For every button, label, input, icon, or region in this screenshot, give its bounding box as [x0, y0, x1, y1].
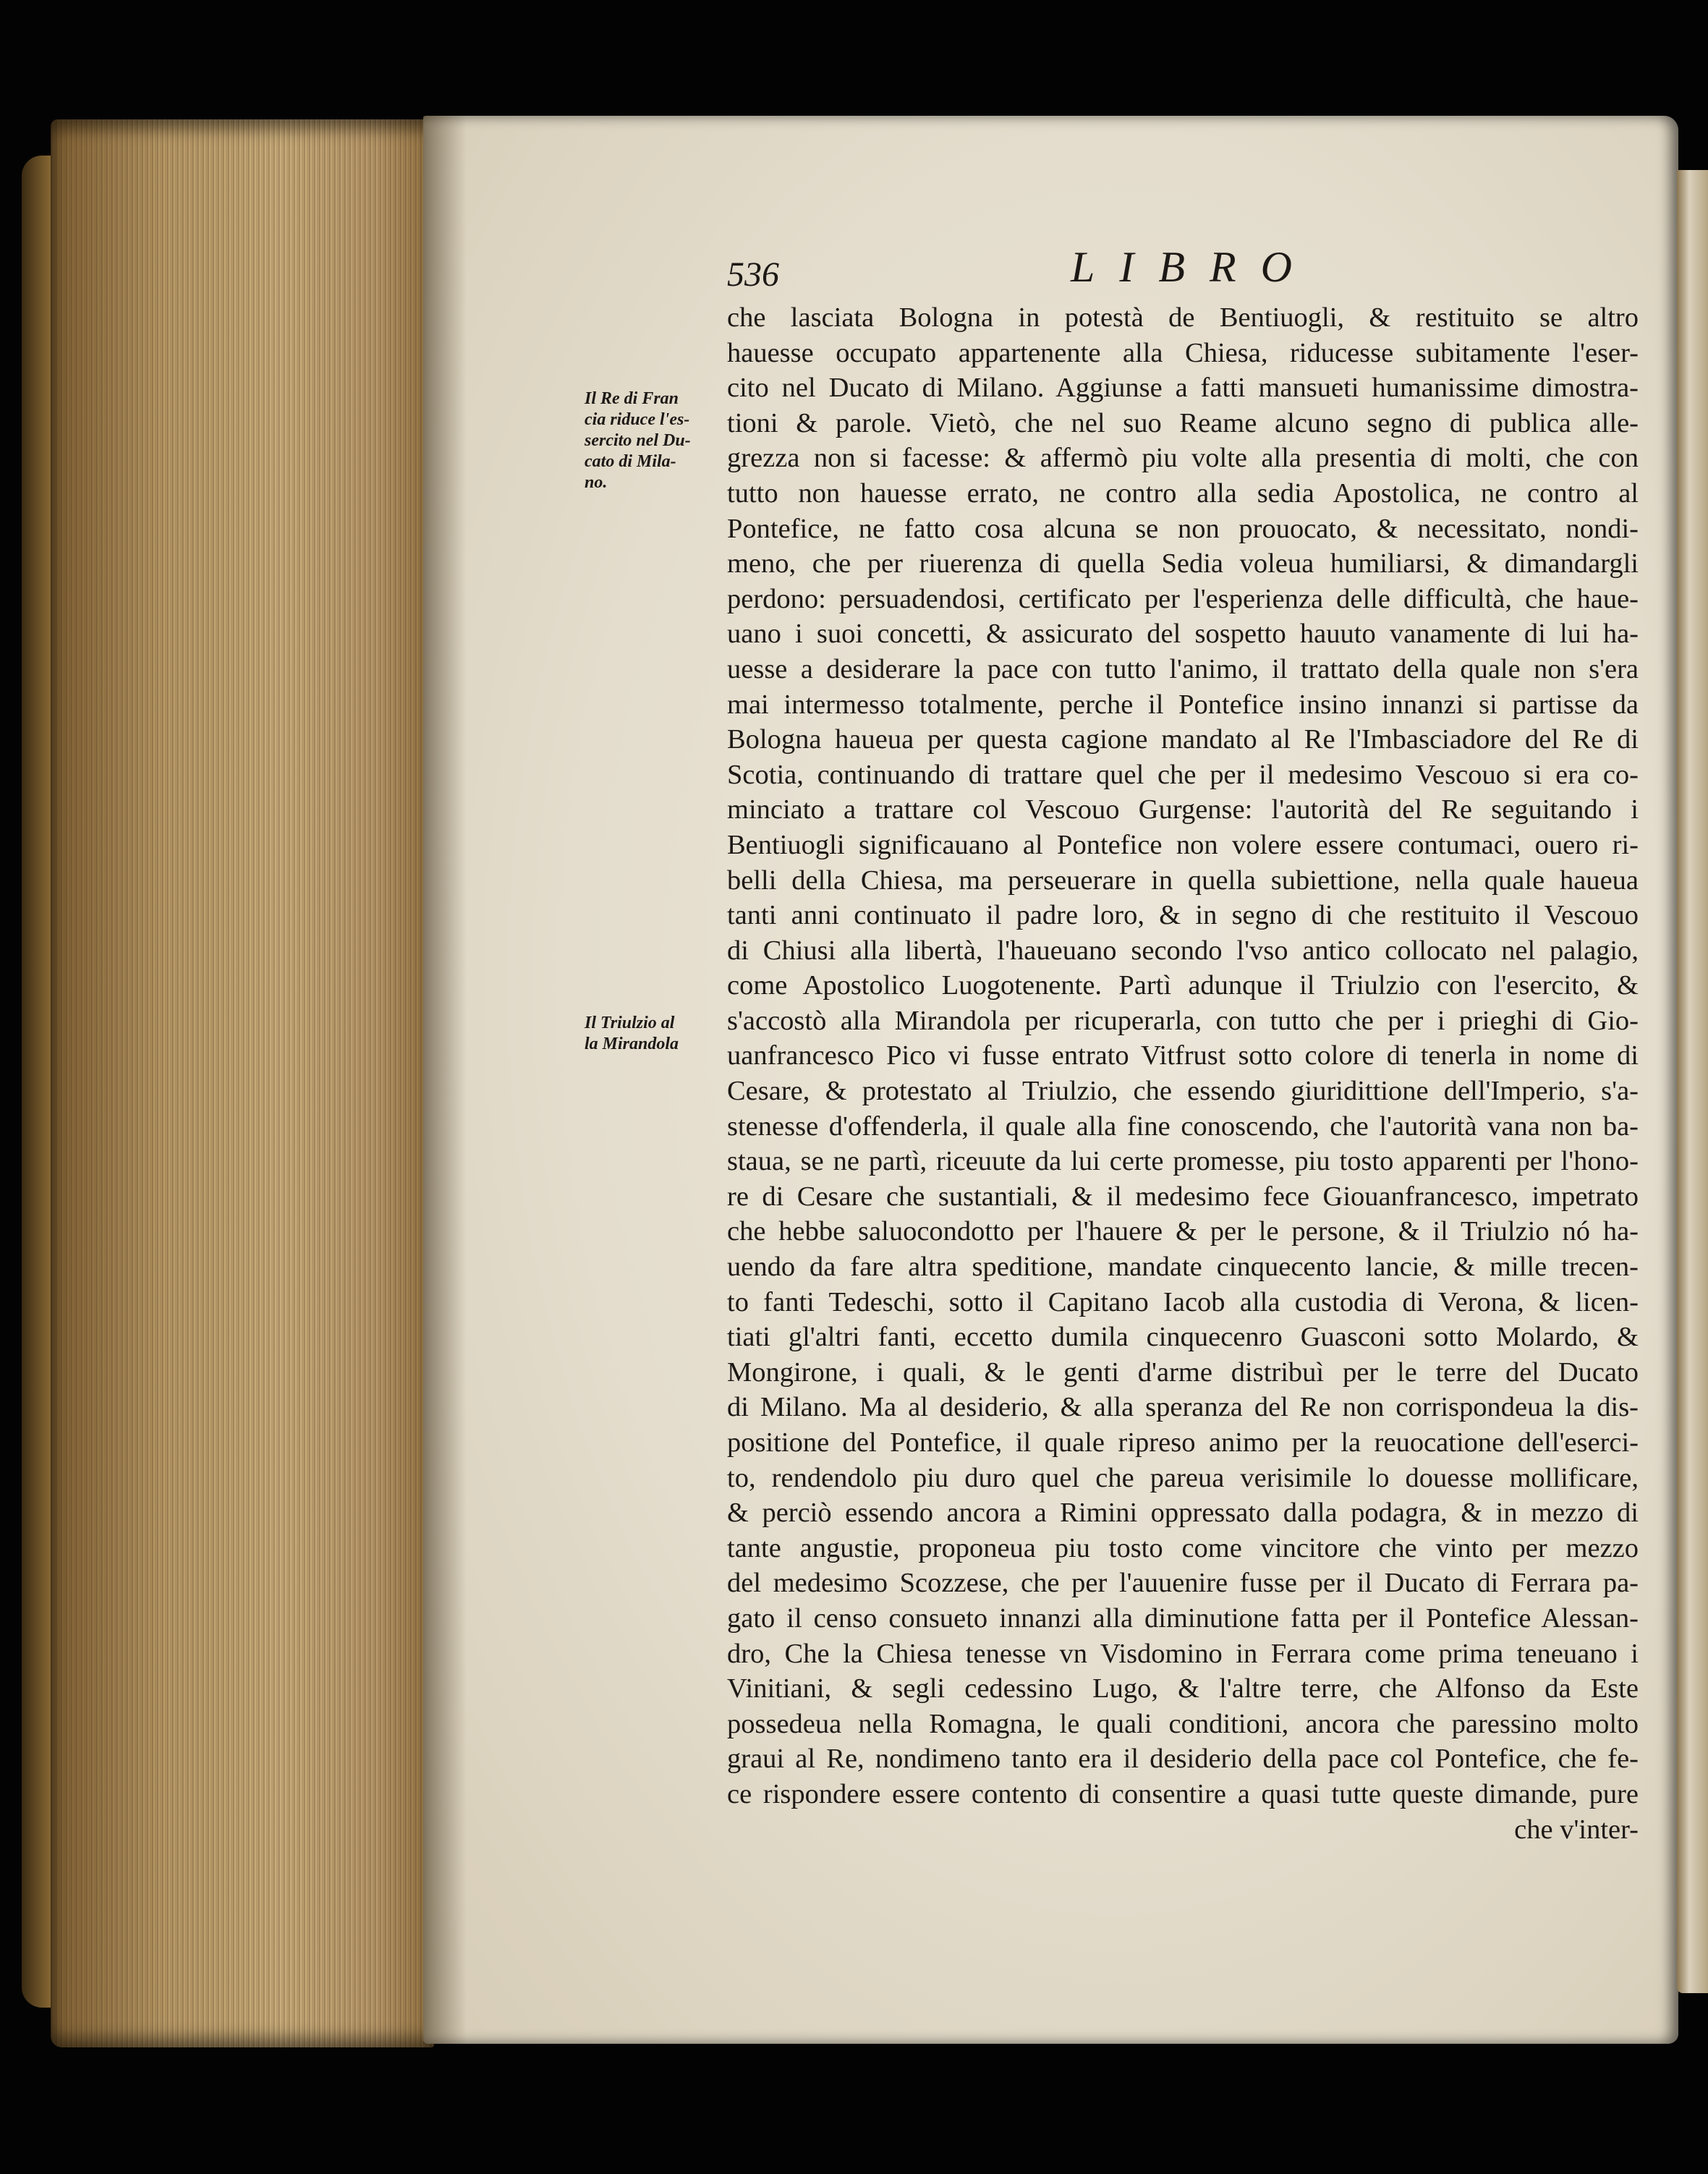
- marginal-note-line: cia riduce l'es-: [585, 410, 690, 429]
- marginal-note-line: la Mirandola: [585, 1035, 679, 1053]
- body-line: che v'inter-: [1514, 1814, 1639, 1845]
- body-line: perdono: persuadendosi, certificato per l'esperienza delle difficultà, che haue-: [727, 583, 1639, 614]
- body-line: uendo da fare altra speditione, mandate cinquecento lancie, & mille trecen-: [727, 1252, 1639, 1283]
- marginal-note-triulzio: [585, 1013, 679, 1055]
- body-line: to fanti Tedeschi, sotto il Capitano Iacob alla custodia di Verona, & licen-: [727, 1286, 1639, 1317]
- body-line: uanfrancesco Pico vi fusse entrato Vitfrust sotto colore di tenerla in nome di: [727, 1040, 1639, 1071]
- body-line: di Chiusi alla libertà, l'haueuano secondo l'vso antico collocato nel palagio,: [727, 935, 1639, 966]
- marginal-note-line: sercito nel Du-: [585, 431, 691, 450]
- body-line: staua, se ne partì, riceuute da lui certe promesse, piu tosto apparenti per l'hono-: [727, 1146, 1639, 1177]
- body-line: dro, Che la Chiesa tenesse vn Visdomino in Ferrara come prima teneuano i: [727, 1638, 1639, 1669]
- body-line: positione del Pontefice, il quale ripreso animo per la reuocatione dell'eserci-: [727, 1427, 1639, 1458]
- body-line: uano i suoi concetti, & assicurato del sospetto hauuto vanamente di lui ha-: [727, 619, 1639, 650]
- body-line: tanti anni continuato il padre loro, & in segno di che restituito il Vescouo: [727, 900, 1639, 931]
- body-line: cito nel Ducato di Milano. Aggiunse a fatti mansueti humanissime dimostra-: [727, 373, 1639, 404]
- body-line: gato il censo consueto innanzi alla diminutione fatta per il Pontefice Alessan-: [727, 1602, 1639, 1634]
- body-line: del medesimo Scozzese, che per l'auuenire fusse per il Ducato di Ferrara pa-: [727, 1568, 1639, 1599]
- body-line: graui al Re, nondimeno tanto era il desiderio della pace col Pontefice, che fe-: [727, 1744, 1639, 1775]
- body-line: tutto non hauesse errato, ne contro alla sedia Apostolica, ne contro al: [727, 477, 1639, 509]
- body-line: uesse a desiderare la pace con tutto l'animo, il trattato della quale non s'era: [727, 653, 1639, 684]
- body-line: come Apostolico Luogotenente. Partì adunque il Triulzio con l'esercito, &: [727, 970, 1639, 1001]
- body-line: Scotia, continuando di trattare quel che per il medesimo Vescouo si era co-: [727, 759, 1639, 790]
- body-line: belli della Chiesa, ma perseuerare in quella subiettione, nella quale haueua: [727, 865, 1639, 896]
- body-line: tioni & parole. Vietò, che nel suo Reame alcuno segno di publica alle-: [727, 407, 1639, 438]
- body-line: s'accostò alla Mirandola per ricuperarla, con tutto che per i prieghi di Gio-: [727, 1005, 1639, 1036]
- body-line: Vinitiani, & segli cedessino Lugo, & l'altre terre, che Alfonso da Este: [727, 1673, 1639, 1704]
- body-line: stenesse d'offenderla, il quale alla fine conoscendo, che l'autorità vana non ba-: [727, 1111, 1639, 1142]
- marginal-note-re-di-francia: [585, 388, 691, 493]
- page-fore-edge-stack: [51, 119, 434, 2047]
- body-line: Mongirone, i quali, & le genti d'arme distribuì per le terre del Ducato: [727, 1356, 1639, 1388]
- body-line: che hebbe saluocondotto per l'hauere & per le persone, & il Triulzio nó ha-: [727, 1216, 1639, 1247]
- body-line: ce rispondere essere contento di consentire a quasi tutte queste dimande, pure: [727, 1778, 1639, 1809]
- body-line: tiati gl'altri fanti, eccetto dumila cinquecenro Guasconi sotto Molardo, &: [727, 1322, 1639, 1353]
- body-line: possedeua nella Romagna, le quali conditioni, ancora che paressino molto: [727, 1708, 1639, 1739]
- body-line: hauesse occupato appartenente alla Chiesa, riducesse subitamente l'eser-: [727, 337, 1639, 368]
- running-head: LIBRO: [1071, 243, 1317, 291]
- body-line: re di Cesare che sustantiali, & il medesimo fece Giouanfrancesco, impetrato: [727, 1181, 1639, 1212]
- body-text: [727, 300, 1639, 1847]
- body-line: minciato a trattare col Vescouo Gurgense: l'autorità del Re seguitando i: [727, 794, 1639, 825]
- body-line: Cesare, & protestato al Triulzio, che essendo giuridittione dell'Imperio, s'a-: [727, 1076, 1639, 1107]
- body-line: Bologna haueua per questa cagione mandato al Re l'Imbasciadore del Re di: [727, 724, 1639, 755]
- facing-page-edge: [1677, 170, 1708, 1993]
- body-line: tante angustie, proponeua piu tosto come vincitore che vinto per mezzo: [727, 1532, 1639, 1563]
- body-line: Pontefice, ne fatto cosa alcuna se non prouocato, & necessitato, nondi-: [727, 513, 1639, 544]
- body-line: to, rendendolo piu duro quel che pareua verisimile lo douesse mollificare,: [727, 1462, 1639, 1493]
- body-line: meno, che per riuerenza di quella Sedia voleua humiliarsi, & dimandargli: [727, 548, 1639, 579]
- body-line: mai intermesso totalmente, perche il Pontefice insino innanzi si partisse da: [727, 689, 1639, 720]
- marginal-note-line: Il Triulzio al: [585, 1014, 675, 1032]
- page-number: 536: [727, 255, 779, 294]
- marginal-note-line: no.: [585, 473, 608, 492]
- body-line: che lasciata Bologna in potestà de Bentiuogli, & restituito se altro: [727, 302, 1639, 333]
- gutter-shadow: [423, 116, 467, 2044]
- body-line: & perciò essendo ancora a Rimini oppressato dalla podagra, & in mezzo di: [727, 1498, 1639, 1529]
- marginal-note-line: Il Re di Fran: [585, 389, 679, 408]
- body-line: Bentiuogli significauano al Pontefice non volere essere contumaci, ouero ri-: [727, 829, 1639, 860]
- body-line: grezza non si facesse: & affermò piu volte alla presentia di molti, che con: [727, 443, 1639, 474]
- body-line: di Milano. Ma al desiderio, & alla speranza del Re non corrispondeua la dis-: [727, 1392, 1639, 1423]
- marginal-note-line: cato di Mila-: [585, 452, 676, 471]
